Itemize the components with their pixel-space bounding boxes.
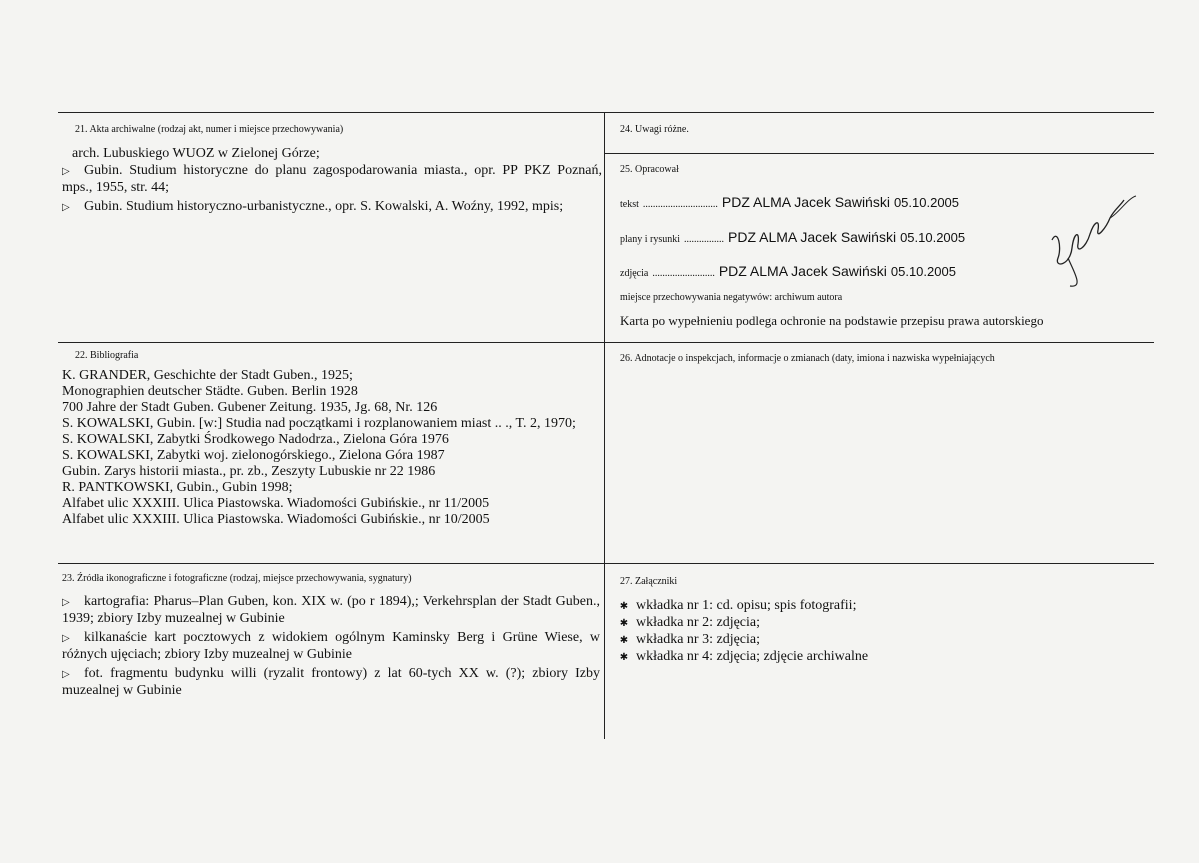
attachment-item (612, 598, 1152, 615)
dot-leader: .............................. (642, 199, 718, 210)
section-21-label: 21. Akta archiwalne (rodzaj akt, numer i miejsce przechowywania) (75, 124, 344, 135)
section-23-item (62, 630, 600, 663)
section-23-item (62, 666, 600, 699)
author-row-text (620, 194, 959, 212)
row-divider-24-25 (604, 153, 1154, 154)
bibliography-list (62, 368, 602, 528)
row-divider-1 (58, 342, 1154, 343)
section-25-label: 25. Opracował (620, 164, 679, 175)
signature-icon (1040, 188, 1140, 288)
bibliography-entry: K. GRANDER, Geschichte der Stadt Guben., 1925; (62, 368, 353, 383)
section-21-item-text: Gubin. Studium historyczno-urbanistyczne., opr. S. Kowalski, A. Woźny, 1992, mpis; (84, 199, 564, 214)
attachment-item (612, 649, 1152, 666)
author-row-date: 05.10.2005 (900, 230, 966, 245)
attachment-item-text: wkładka nr 2: zdjęcia; (636, 615, 761, 630)
author-row-date: 05.10.2005 (893, 195, 960, 210)
section-23-item-text: kartografia: Pharus–Plan Guben, kon. XIX w. (po r 1894),; Verkehrsplan der Stadt Guben., 1939; zbiory Izby muzealnej w Gubinie (62, 594, 600, 626)
attachment-item-text: wkładka nr 1: cd. opisu; spis fotografii; (636, 598, 857, 613)
author-row-plans (620, 229, 965, 247)
section-21-line: arch. Lubuskiego WUOZ w Zielonej Górze; (72, 146, 320, 161)
section-27-label: 27. Załączniki (620, 576, 678, 587)
row-divider-2 (58, 563, 1154, 564)
bibliography-entry: S. KOWALSKI, Zabytki woj. zielonogórskiego., Zielona Góra 1987 (62, 448, 445, 463)
author-row-value: PDZ ALMA Jacek Sawiński (721, 194, 890, 210)
section-21-item-text: Gubin. Studium historyczne do planu zagospodarowania miasta., opr. PP PKZ Poznań, mps., 1955, str. 44; (62, 163, 602, 195)
star-bullet-icon: ✱ (619, 601, 629, 612)
arrow-bullet-icon: ▷ (62, 166, 70, 177)
attachment-item-text: wkładka nr 3: zdjęcia; (636, 632, 761, 647)
star-bullet-icon: ✱ (619, 618, 629, 629)
negatives-location: miejsce przechowywania negatywów: archiwum autora (620, 292, 843, 303)
author-row-value: PDZ ALMA Jacek Sawiński (728, 229, 897, 245)
column-divider (604, 112, 605, 739)
section-21-item (62, 163, 602, 196)
arrow-bullet-icon: ▷ (62, 633, 70, 644)
section-21-item (62, 199, 602, 216)
author-row-value: PDZ ALMA Jacek Sawiński (718, 263, 887, 279)
author-row-photos (620, 263, 956, 281)
bibliography-entry: S. KOWALSKI, Zabytki Środkowego Nadodrza., Zielona Góra 1976 (62, 432, 449, 447)
section-24-label: 24. Uwagi różne. (620, 124, 689, 135)
author-row-field: tekst (620, 199, 639, 210)
arrow-bullet-icon: ▷ (62, 202, 70, 213)
section-26-label: 26. Adnotacje o inspekcjach, informacje o zmianach (daty, imiona i nazwiska wypełniających (620, 353, 995, 364)
dot-leader: ................ (684, 234, 724, 245)
arrow-bullet-icon: ▷ (62, 669, 70, 680)
bibliography-entry: S. KOWALSKI, Gubin. [w:] Studia nad początkami i rozplanowaniem miast .. ., T. 2, 1970; (62, 416, 576, 431)
section-23-item (62, 594, 600, 627)
attachment-item (612, 632, 1152, 649)
section-23-label: 23. Źródła ikonograficzne i fotograficzne (rodzaj, miejsce przechowywania, sygnatury) (62, 573, 412, 584)
bibliography-entry: Alfabet ulic XXXIII. Ulica Piastowska. Wiadomości Gubińskie., nr 11/2005 (62, 496, 490, 511)
table-top-border (58, 112, 1154, 113)
bibliography-entry: Alfabet ulic XXXIII. Ulica Piastowska. Wiadomości Gubińskie., nr 10/2005 (62, 512, 490, 527)
section-23-item-text: fot. fragmentu budynku willi (ryzalit frontowy) z lat 60-tych XX w. (?); zbiory Izby muzealnej w Gubinie (62, 666, 600, 698)
section-23-item-text: kilkanaście kart pocztowych z widokiem ogólnym Kaminsky Berg i Grüne Wiese, w różnych ujęciach; zbiory Izby muzealnej w Gubinie (62, 630, 600, 662)
author-row-field: zdjęcia (620, 268, 649, 279)
attachment-item-text: wkładka nr 4: zdjęcia; zdjęcie archiwalne (636, 649, 869, 664)
section-22-label: 22. Bibliografia (75, 350, 139, 361)
attachments-list (612, 598, 1152, 666)
star-bullet-icon: ✱ (619, 652, 629, 663)
dot-leader: ......................... (652, 268, 715, 279)
bibliography-entry: R. PANTKOWSKI, Gubin., Gubin 1998; (62, 480, 293, 495)
bibliography-entry: Monographien deutscher Städte. Guben. Berlin 1928 (62, 384, 358, 399)
arrow-bullet-icon: ▷ (62, 597, 70, 608)
attachment-item (612, 615, 1152, 632)
copyright-note: Karta po wypełnieniu podlega ochronie na podstawie przepisu prawa autorskiego (620, 313, 1044, 328)
bibliography-entry: Gubin. Zarys historii miasta., pr. zb., Zeszyty Lubuskie nr 22 1986 (62, 464, 436, 479)
author-row-date: 05.10.2005 (890, 264, 956, 279)
author-row-field: plany i rysunki (620, 234, 680, 245)
star-bullet-icon: ✱ (619, 635, 629, 646)
bibliography-entry: 700 Jahre der Stadt Guben. Gubener Zeitung. 1935, Jg. 68, Nr. 126 (62, 400, 438, 415)
